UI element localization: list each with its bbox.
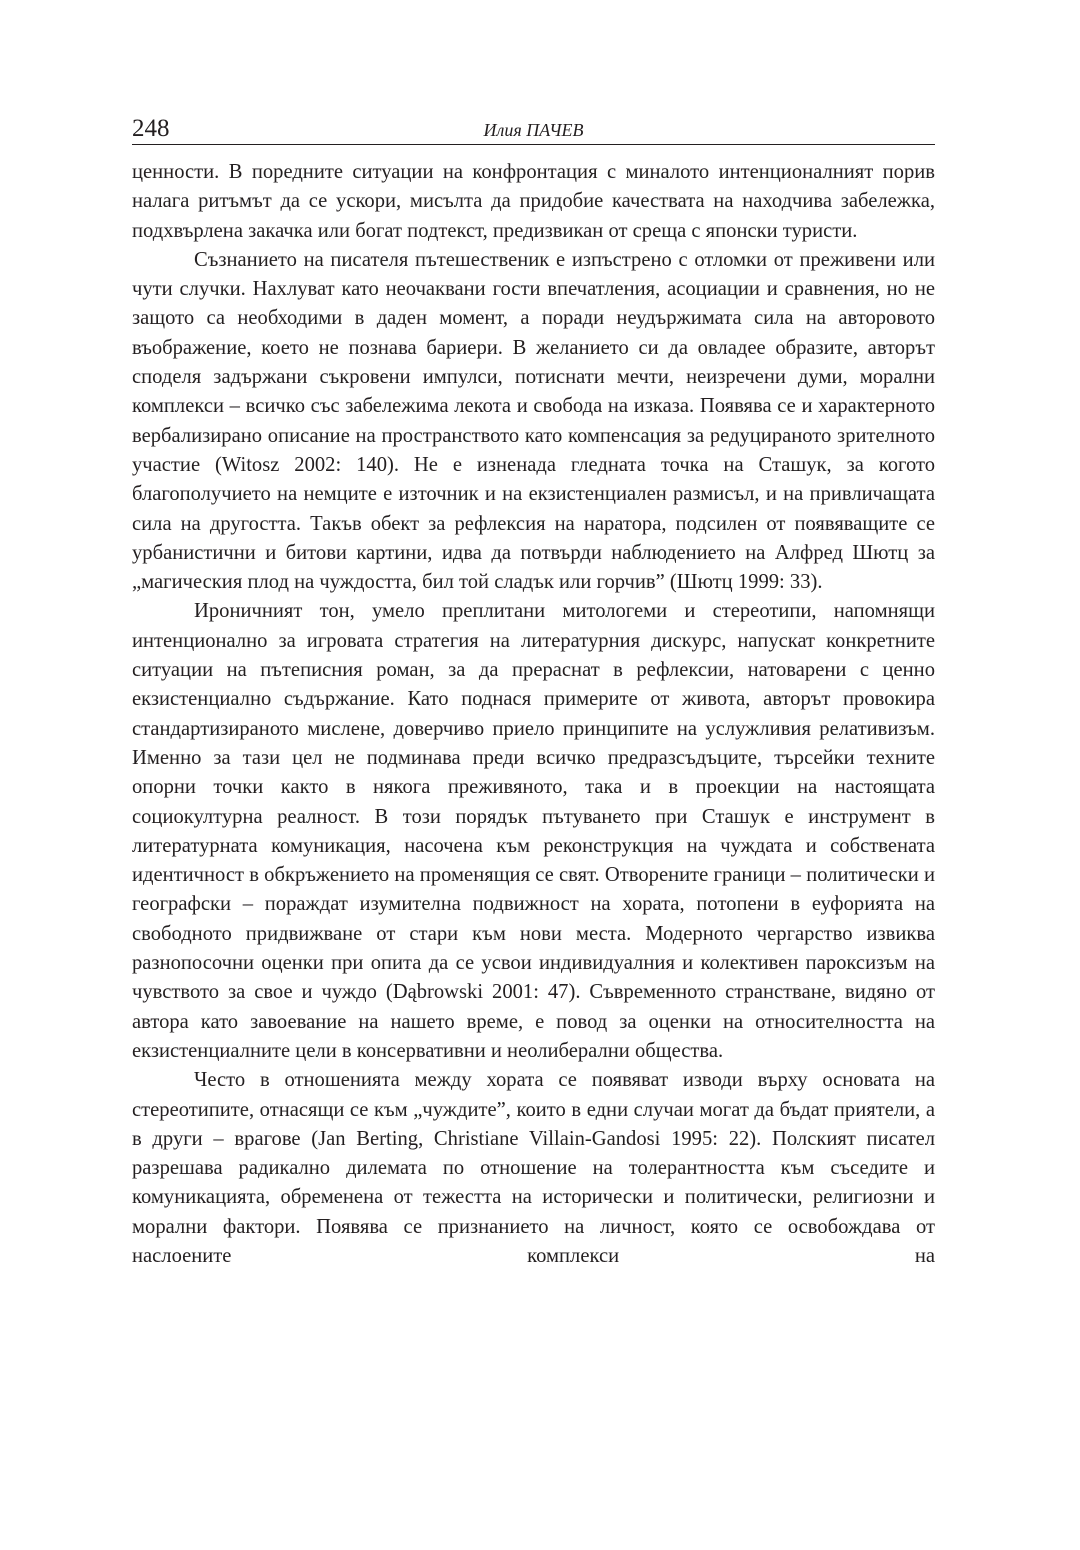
- book-page: [132, 114, 935, 1271]
- paragraph-1: ценности. В поредните ситуации на конфронтация с миналото интенционалният порив налага ритъмът да се ускори, мисълта да придобие качествата на находчива забележка, подхвърлена закачка или богат подтекст, предизвикан от среща с японски туристи.: [132, 161, 935, 242]
- page-number: 248: [132, 115, 170, 142]
- paragraph-3: Ироничният тон, умело преплитани митологеми и стереотипи, напомнящи интенционално за игровата стратегия на литературния дискурс, напускат конкретните ситуации на пътеписния роман, за да прераснат в рефлексии, натоварени с ценно екзистенциално съдържание. Като поднася примерите от живота, авторът провокира стандартизираното мислене, доверчиво приело принципите на услужливия релативизъм. Именно за тази цел не подминава преди всичко предразсъдъците, търсейки техните опорни точки както в някога преживяното, така и в проекции на настоящата социокултурна реалност. В този порядък пътуването при Сташук е инструмент в литературната комуникация, насочена към реконструкция на чуждата и собствената идентичност в обкръжението на променящия се свят. Отворените граници – политически и географски – пораждат изумителна подвижност на хората, потопени в еуфорията на свободното придвижване от стари към нови места. Модерното чергарство извиква разнопосочни оценки при опита да се усвои индивидуалния и колективен пароксизъм на чувството за свое и чуждо (Dąbrowski 2001: 47). Съвременното странстване, видяно от автора като завоевание на нашето време, е повод за оценки на относителността на екзистенциалните цели в консервативни и неолиберални общества.: [132, 600, 935, 1062]
- paragraph-2: Съзнанието на писателя пътешественик е изпъстрено с отломки от преживени или чути случки. Нахлуват като неочаквани гости впечатления, асоциации и сравнения, но не защото са необходими в даден момент, а поради неудържимата сила на авторовото въображение, което не познава бариери. В желанието си да овладее образите, авторът споделя задържани съкровени импулси, потиснати мечти, неизречени думи, морални комплекси – всичко със забележима лекота и свобода на изказа. Появява се и характерното вербализирано описание на пространството като компенсация за редуцираното зрителното участие (Witosz 2002: 140). Не е изненада гледната точка на Сташук, за когото благополучието на немците е източник и на екзистенциален размисъл, и на привличащата сила на другостта. Такъв обект за рефлексия на наратора, подсилен от появяващите се урбанистични и битови картини, идва да потвърди наблюдението на Алфред Шютц за „магическия плод на чуждостта, бил той сладък или горчив” (Шютц 1999: 33).: [132, 248, 935, 594]
- body-text: [132, 158, 935, 1271]
- running-header: [132, 114, 935, 145]
- paragraph-4: Често в отношенията между хората се появяват изводи върху основата на стереотипите, отнасящи се към „чуждите”, които в едни случаи могат да бъдат приятели, а в други – врагове (Jan Berting, Christiane Villain-Gandosi 1995: 22). Полският писател разрешава радикално дилемата по отношение на толерантността към съседите и комуникацията, обременена от тежестта на исторически и политически, религиозни и морални фактори. Появява се признанието на личност, която се освобождава от наслоените комплекси на: [132, 1069, 935, 1267]
- running-title: Илия ПАЧЕВ: [483, 120, 584, 140]
